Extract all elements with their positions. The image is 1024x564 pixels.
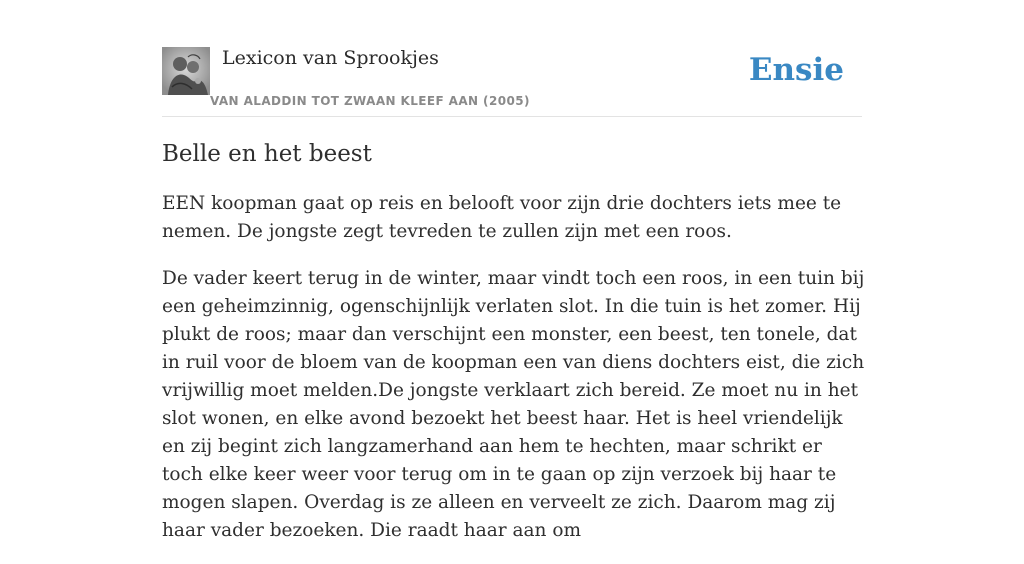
entry-title: Belle en het beest bbox=[162, 141, 372, 167]
entry-content bbox=[162, 138, 868, 564]
entry-paragraph: EEN koopman gaat op reis en belooft voor zijn drie dochters iets mee te nemen. De jongste zegt tevreden te zullen zijn met een roos. bbox=[162, 193, 842, 242]
entry-text bbox=[162, 190, 868, 545]
book-subtitle: VAN ALADDIN TOT ZWAAN KLEEF AAN (2005) bbox=[210, 94, 530, 108]
book-title[interactable]: Lexicon van Sprookjes bbox=[222, 47, 439, 69]
ensie-logo-link[interactable]: Ensie bbox=[748, 52, 844, 88]
book-cover-icon bbox=[162, 47, 210, 95]
book-cover-avatar[interactable] bbox=[162, 47, 210, 95]
source-header bbox=[162, 46, 862, 117]
entry-paragraph: De vader keert terug in de winter, maar vindt toch een roos, in een tuin bij een geheimzinnig, ogenschijnlijk verlaten slot. In die tuin is het zomer. Hij plukt de roos; maar dan verschijnt een monster, een beest, ten tonele, dat in ruil voor de bloem van de koopman een van diens dochters eist, die zich vrijwillig moet melden.De jongste verklaart zich bereid. Ze moet nu in het slot wonen, en elke avond bezoekt het beest haar. Het is heel vriendelijk en zij begint zich langzamerhand aan hem te hechten, maar schrikt er toch elke keer weer voor terug om in te gaan op zijn verzoek bij haar te mogen slapen. Overdag is ze alleen en verveelt ze zich. Daarom mag zij haar vader bezoeken. Die raadt haar aan om bbox=[162, 268, 865, 541]
